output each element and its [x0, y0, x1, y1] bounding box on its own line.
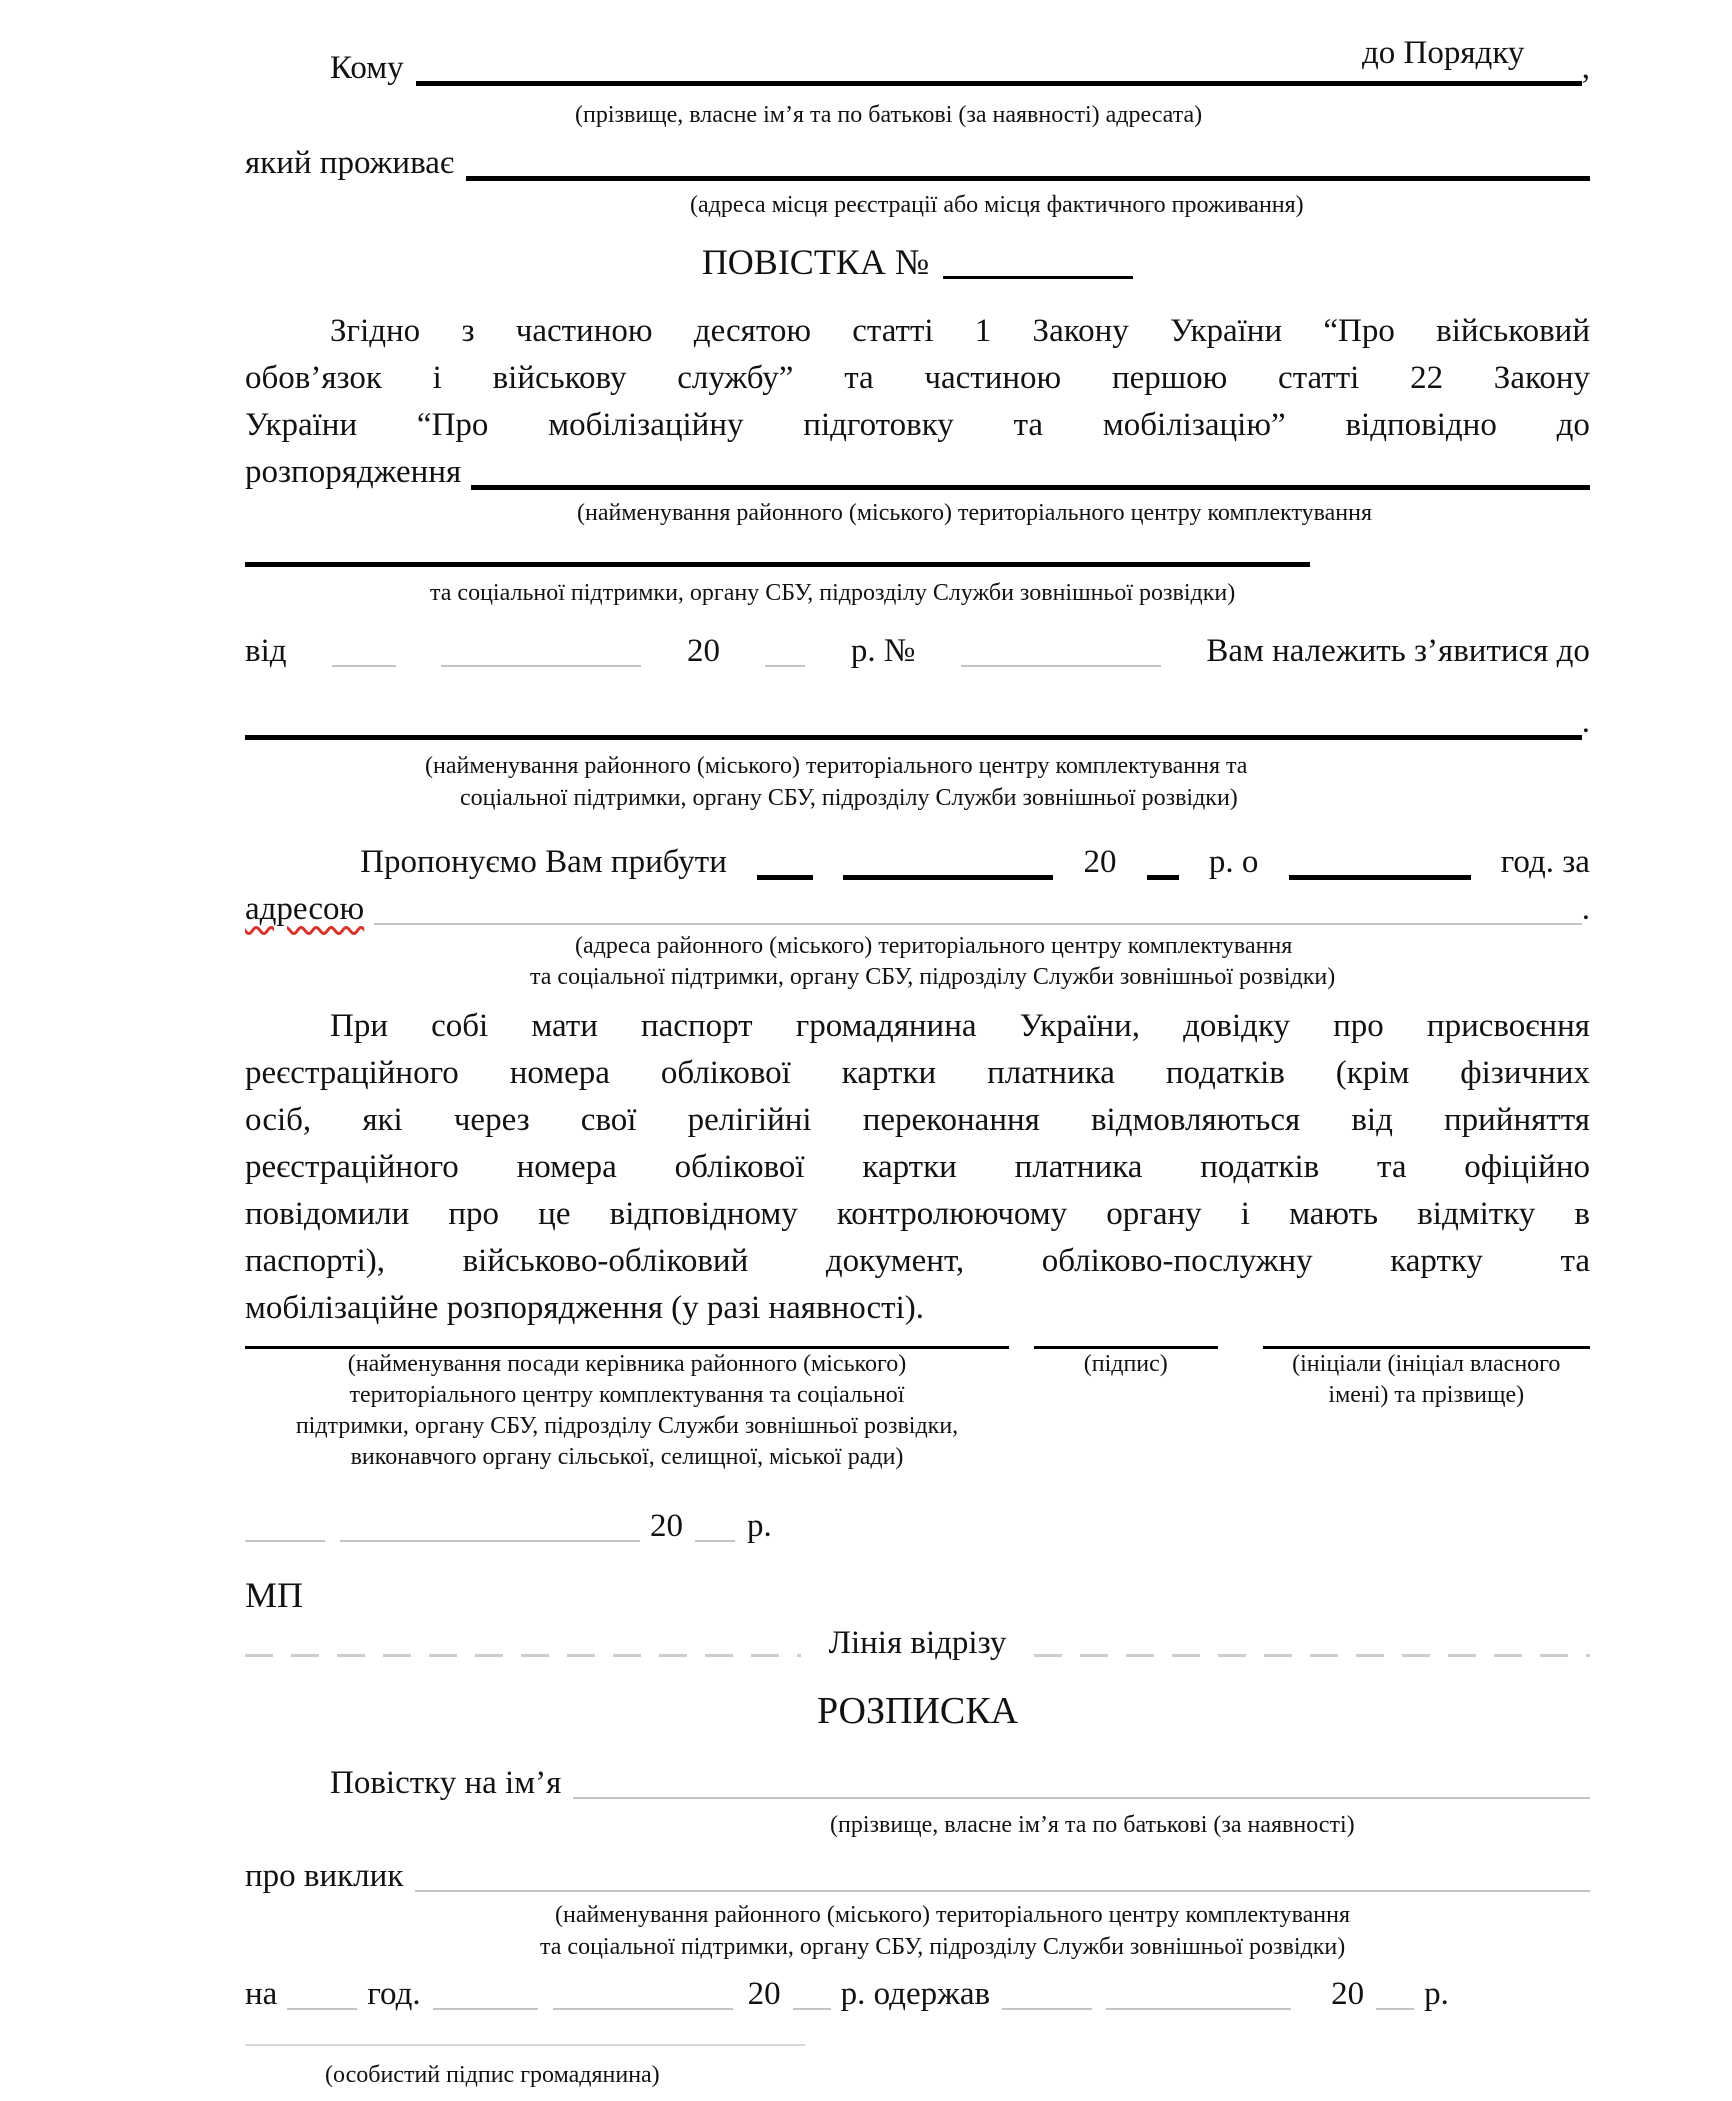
appear-text: Вам належить з’явитися до [1206, 633, 1590, 669]
items-line-2: реєстраційного номера облікової картки платника податків (крім фізичних [245, 1055, 1590, 1091]
invite-hour-label: год. за [1500, 844, 1590, 880]
issue-year-prefix: 20 [686, 633, 720, 669]
cut-line-row [245, 1620, 1590, 1667]
period: . [1581, 704, 1590, 740]
addressee-label: Кому [330, 50, 404, 86]
receipt-call-label: про виклик [245, 1858, 404, 1894]
period: . [1581, 891, 1590, 927]
items-line-6: паспорті), військово-обліковий документ, обліково-послужну картку та [245, 1243, 1590, 1279]
invite-year-prefix: 20 [1083, 844, 1117, 880]
address-label: адресою [245, 891, 365, 927]
received-hour-label: год. [367, 1976, 421, 2012]
receipt-title-row [245, 1685, 1590, 1737]
receipt-call-row [245, 1853, 1590, 1900]
invite-r-o-label: р. о [1208, 844, 1259, 880]
official-position-column[interactable] [245, 1346, 1009, 1473]
issue-date-footer-row [245, 1503, 1590, 1550]
residence-label: який проживає [245, 145, 455, 181]
footer-year-suffix: р. [747, 1508, 772, 1544]
received-day-blank-field[interactable] [433, 2000, 538, 2010]
issue-number-blank-field[interactable] [961, 657, 1161, 667]
invite-year-blank-field[interactable] [1147, 867, 1179, 880]
title-row [245, 237, 1590, 287]
items-line-4: реєстраційного номера облікової картки платника податків та офіційно [245, 1149, 1590, 1185]
address-hint-2: та соціальної підтримки, органу СБУ, підрозділу Служби зовнішньої розвідки) [530, 964, 1336, 990]
received-at-label: на [245, 1976, 278, 2012]
stamp-row [245, 1570, 1590, 1620]
invite-day-blank-field[interactable] [757, 867, 813, 880]
items-line-5: повідомили про це відповідному контролюючому органу і мають відмітку в [245, 1196, 1590, 1232]
address-blank-field[interactable] [374, 915, 1582, 925]
received2-year-prefix: 20 [1331, 1976, 1365, 2012]
summons-form-page [0, 35, 1732, 2101]
invite-month-blank-field[interactable] [843, 867, 1053, 880]
issue-day-blank-field[interactable] [332, 657, 396, 667]
address-hint-1: (адреса районного (міського) територіального центру комплектування [575, 933, 1293, 959]
received-year-blank-field[interactable] [793, 2000, 831, 2010]
order-hint-1: (найменування районного (міського) територіального центру комплектування [577, 500, 1373, 526]
issue-number-label: р. № [850, 633, 916, 669]
received2-year-suffix: р. [1424, 1976, 1449, 2012]
receipt-name-row [245, 1760, 1590, 1807]
position-hint-line: територіального центру комплектування та соціальної [349, 1382, 905, 1408]
footer-year-blank-field[interactable] [695, 1532, 735, 1542]
signature-block [245, 1346, 1590, 1473]
order-continuation-blank-field[interactable] [245, 554, 1310, 567]
personal-signature-row [245, 2036, 1590, 2054]
issue-year-blank-field[interactable] [765, 657, 805, 667]
appear-place-row [245, 699, 1590, 746]
receipt-title: РОЗПИСКА [816, 1690, 1019, 1732]
residence-row [245, 140, 1590, 187]
cut-line-dashes-left [245, 1654, 801, 1657]
invite-label: Пропонуємо Вам прибути [360, 844, 727, 880]
items-line-3: осіб, які через свої релігійні переконання відмовляються від прийняття [245, 1102, 1590, 1138]
residence-hint: (адреса місця реєстрації або місця фактичного проживання) [690, 192, 1304, 218]
appear-place-blank-field[interactable] [245, 727, 1582, 740]
order-hint-2: та соціальної підтримки, органу СБУ, підрозділу Служби зовнішньої розвідки) [430, 580, 1236, 606]
received2-day-blank-field[interactable] [1002, 2000, 1092, 2010]
receipt-call-hint-1: (найменування районного (міського) територіального центру комплектування [555, 1902, 1351, 1928]
order-continuation-row [245, 554, 1590, 573]
personal-signature-hint: (особистий підпис громадянина) [325, 2062, 660, 2088]
appear-hint-2: соціальної підтримки, органу СБУ, підрозділу Служби зовнішньої розвідки) [460, 785, 1238, 811]
corner-note: до Порядку [1362, 35, 1525, 71]
received-hour-blank-field[interactable] [287, 2000, 357, 2010]
signature-hint: (підпис) [1083, 1351, 1168, 1377]
legal-line-2: обов’язок і військову службу” та частиною першою статті 22 Закону [245, 360, 1590, 396]
comma: , [1581, 50, 1590, 86]
cut-line-label: Лінія відрізу [828, 1625, 1007, 1661]
items-paragraph [245, 1003, 1590, 1332]
signature-column[interactable] [1034, 1346, 1218, 1380]
received2-month-blank-field[interactable] [1106, 2000, 1291, 2010]
received-year-prefix: 20 [747, 1976, 781, 2012]
issue-date-row [245, 628, 1590, 675]
summons-number-blank-field[interactable] [943, 268, 1133, 279]
order-blank-row [245, 449, 1590, 496]
invite-hour-blank-field[interactable] [1289, 867, 1471, 880]
initials-column[interactable] [1263, 1346, 1590, 1411]
receipt-summons-label: Повістку на ім’я [330, 1765, 562, 1801]
position-hint-line: (найменування посади керівника районного (міського) [347, 1351, 907, 1377]
initials-hint-line: (ініціали (ініціал власного [1292, 1351, 1561, 1377]
from-label: від [245, 633, 287, 669]
order-blank-field[interactable] [471, 477, 1590, 490]
receipt-received-row [245, 1971, 1590, 2018]
receipt-call-blank-field[interactable] [415, 1882, 1590, 1892]
received-month-blank-field[interactable] [553, 2000, 733, 2010]
legal-line-1: Згідно з частиною десятою статті 1 Закону України “Про військовий [330, 313, 1590, 349]
initials-hint-line: імені) та прізвище) [1328, 1382, 1525, 1408]
legal-line-3: України “Про мобілізаційну підготовку та мобілізацію” відповідно до [245, 407, 1590, 443]
address-row [245, 886, 1590, 933]
received-label: р. одержав [840, 1976, 991, 2012]
receipt-name-blank-field[interactable] [573, 1789, 1590, 1799]
order-label: розпорядження [245, 454, 462, 490]
received2-year-blank-field[interactable] [1376, 2000, 1414, 2010]
legal-paragraph [245, 308, 1590, 496]
issue-month-blank-field[interactable] [441, 657, 641, 667]
footer-year-prefix: 20 [650, 1508, 683, 1544]
form-title: ПОВІСТКА № [701, 242, 930, 282]
footer-day-blank-field[interactable] [245, 1532, 325, 1542]
footer-month-blank-field[interactable] [340, 1532, 640, 1542]
items-line-7: мобілізаційне розпорядження (у разі наявності). [245, 1290, 924, 1326]
position-hint-line: виконавчого органу сільської, селищної, міської ради) [350, 1444, 904, 1470]
items-line-1: При собі мати паспорт громадянина України, довідку про присвоєння [330, 1008, 1590, 1044]
residence-blank-field[interactable] [466, 168, 1590, 181]
stamp-label: МП [245, 1575, 304, 1615]
invite-row [245, 839, 1590, 886]
receipt-name-hint: (прізвище, власне ім’я та по батькові (за наявності) [830, 1812, 1355, 1838]
appear-hint-1: (найменування районного (міського) територіального центру комплектування та [425, 753, 1248, 779]
cut-line-dashes-right [1034, 1654, 1590, 1657]
position-hint-line: підтримки, органу СБУ, підрозділу Служби зовнішньої розвідки, [295, 1413, 959, 1439]
personal-signature-blank-field[interactable] [245, 2036, 805, 2046]
receipt-call-hint-2: та соціальної підтримки, органу СБУ, підрозділу Служби зовнішньої розвідки) [540, 1934, 1346, 1960]
addressee-hint: (прізвище, власне ім’я та по батькові (за наявності) адресата) [575, 102, 1203, 128]
